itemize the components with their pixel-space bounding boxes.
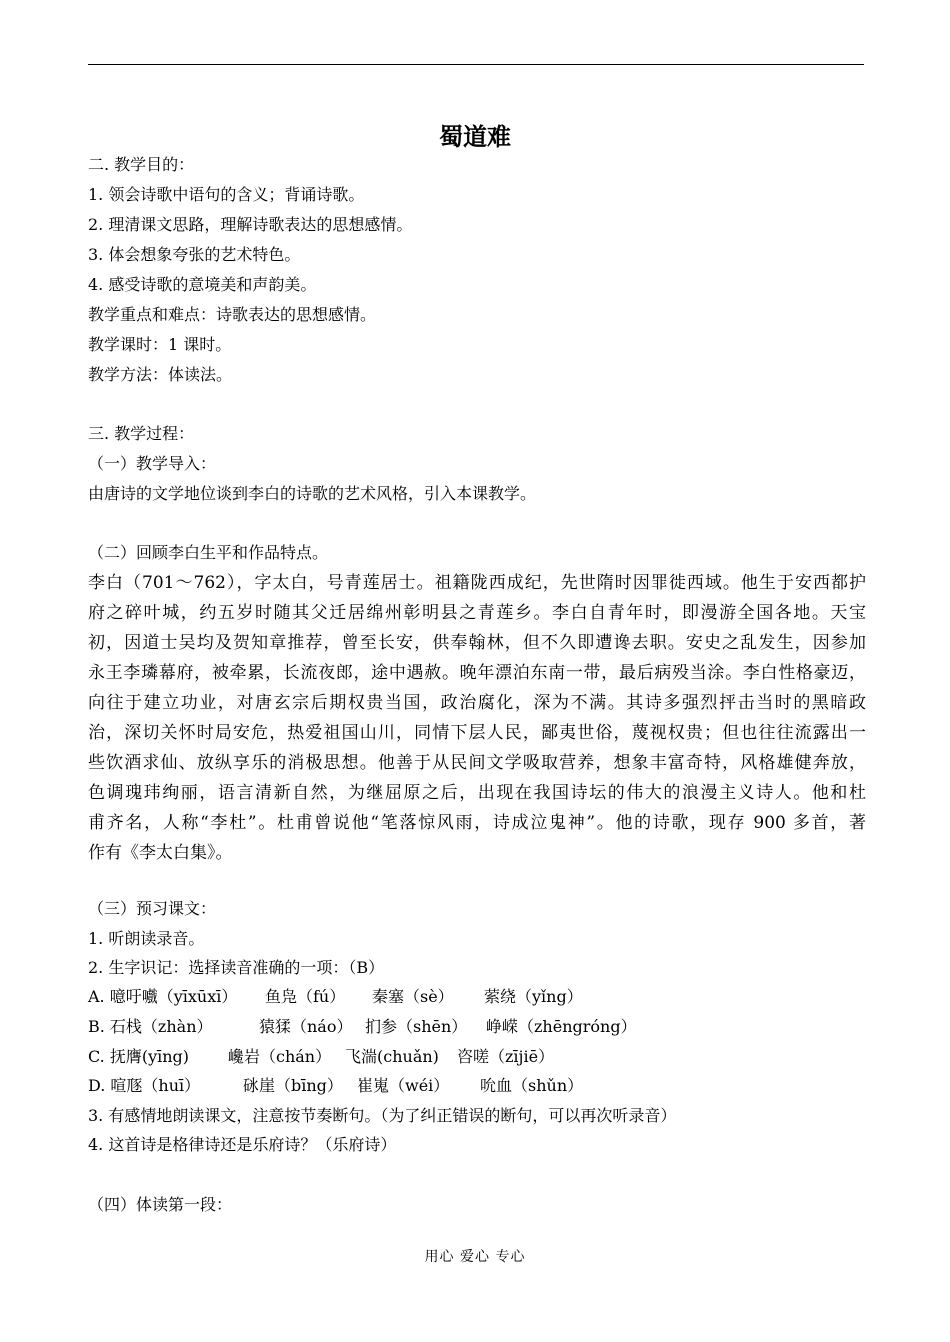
part4-heading: （四）体读第一段：	[88, 1195, 233, 1214]
biography-line: 永王李璘幕府，被牵累，长流夜郎，途中遇赦。晚年漂泊东南一带，最后病殁当涂。李白性格豪迈，	[88, 663, 866, 683]
option-word: 咨嗟（zījiē）	[457, 1047, 555, 1066]
part3-heading: （三）预习课文：	[88, 899, 217, 918]
part1-text: 由唐诗的文学地位谈到李白的诗歌的艺术风格，引入本课教学。	[88, 484, 537, 503]
option-word: 鱼凫（fú）	[265, 987, 346, 1006]
option-word: 吮血（shǔn）	[480, 1076, 584, 1095]
part2-heading: （二）回顾李白生平和作品特点。	[88, 543, 329, 562]
option-word: D. 喧豗（huī）	[88, 1076, 201, 1095]
option-word: 飞湍(chuǎn)	[345, 1047, 439, 1066]
biography-line: 色调瑰玮绚丽，语言清新自然，为继屈原之后，出现在我国诗坛的伟大的浪漫主义诗人。他和杜	[88, 783, 866, 803]
biography-line: 初，因道士吴均及贺知章推荐，曾至长安，供奉翰林，但不久即遭谗去职。安史之乱发生，因参加	[88, 633, 866, 653]
option-word: 崔嵬（wéi）	[357, 1076, 450, 1095]
li-bai-biography	[88, 568, 866, 868]
part1-heading: （一）教学导入：	[88, 454, 217, 473]
option-word: B. 石栈（zhàn）	[88, 1017, 213, 1036]
option-word: 巉岩（chán）	[228, 1047, 332, 1066]
preview-item: 3. 有感情地朗读课文，注意按节奏断句。（为了纠正错误的断句，可以再次听录音）	[88, 1106, 677, 1125]
objective-item: 4. 感受诗歌的意境美和声韵美。	[88, 275, 317, 294]
preview-item: 4. 这首诗是格律诗还是乐府诗？（乐府诗）	[88, 1135, 397, 1154]
header-rule	[88, 64, 864, 65]
option-word: 萦绕（yǐng）	[484, 987, 583, 1006]
preview-item: 1. 听朗读录音。	[88, 929, 205, 948]
section-heading-objectives: 二. 教学目的：	[88, 155, 195, 174]
teaching-method-line: 教学方法：体读法。	[88, 365, 233, 384]
option-word: A. 噫吁嚱（yīxūxī）	[88, 987, 238, 1006]
objective-item: 1. 领会诗歌中语句的含义；背诵诗歌。	[88, 185, 365, 204]
objective-item: 3. 体会想象夸张的艺术特色。	[88, 245, 301, 264]
option-word: 砯崖（bīng）	[243, 1076, 343, 1095]
page-footer: 用心 爱心 专心	[424, 1249, 526, 1265]
class-hours-line: 教学课时：1 课时。	[88, 335, 232, 354]
key-points-line: 教学重点和难点：诗歌表达的思想感情。	[88, 305, 377, 324]
biography-line: 向往于建立功业，对唐玄宗后期权贵当国，政治腐化，深为不满。其诗多强烈抨击当时的黑暗政	[88, 693, 866, 713]
preview-item: 2. 生字识记：选择读音准确的一项：（B）	[88, 958, 385, 977]
biography-line: 府之碎叶城，约五岁时随其父迁居绵州彰明县之青莲乡。李白自青年时，即漫游全国各地。天宝	[88, 603, 866, 623]
option-word: 秦塞（sè）	[372, 987, 454, 1006]
option-word: C. 抚膺(yīng)	[88, 1047, 190, 1066]
section-heading-process: 三. 教学过程：	[88, 424, 195, 443]
biography-line: 甫齐名，人称“李杜”。杜甫曾说他“笔落惊风雨，诗成泣鬼神”。他的诗歌，现存 900 多首，著	[88, 813, 866, 833]
option-word: 猿猱（náo）	[259, 1017, 353, 1036]
biography-line: 作有《李太白集》。	[88, 843, 233, 863]
biography-line: 李白（701～762），字太白，号青莲居士。祖籍陇西成纪，先世隋时因罪徙西域。他生于安西都护	[88, 573, 866, 593]
document-title: 蜀道难	[439, 122, 511, 151]
option-word: 峥嵘（zhēngróng）	[486, 1017, 637, 1036]
option-word: 扪参（shēn）	[365, 1017, 468, 1036]
biography-line: 治，深切关怀时局安危，热爱祖国山川，同情下层人民，鄙夷世俗，蔑视权贵；但也往往流露出一	[88, 723, 866, 743]
biography-line: 些饮酒求仙、放纵享乐的消极思想。他善于从民间文学吸取营养，想象丰富奇特，风格雄健奔放，	[88, 753, 866, 773]
objective-item: 2. 理清课文思路，理解诗歌表达的思想感情。	[88, 215, 413, 234]
